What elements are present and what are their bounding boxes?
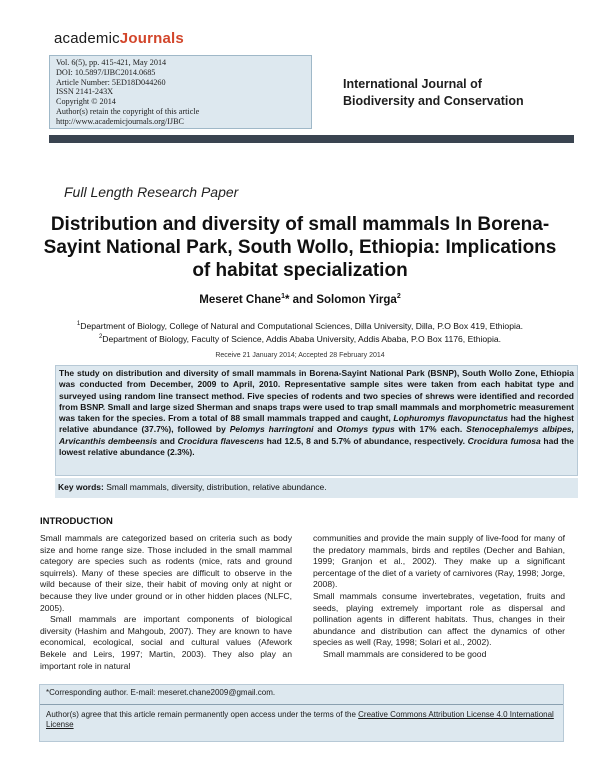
author-affil-sup: 2 bbox=[396, 293, 401, 300]
affil-number: 1 bbox=[76, 321, 81, 327]
meta-doi: DOI: 10.5897/IJBC2014.0685 bbox=[56, 67, 156, 77]
publisher-logo bbox=[54, 30, 184, 47]
affil-number: 2 bbox=[98, 334, 103, 341]
affil-text: Department of Biology, Faculty of Science, Addis Ababa University, Addis Ababa, P.O Box 1176, Ethiopia. bbox=[102, 334, 502, 345]
species-name: Otomys typus bbox=[336, 424, 395, 435]
license-note bbox=[46, 710, 557, 731]
species-name: Crocidura fumosa bbox=[467, 435, 541, 446]
affil-text: Department of Biology, College of Natural and Computational Sciences, Dilla University, Dilla, P.O Box 419, Ethiopia. bbox=[80, 320, 524, 331]
meta-url[interactable]: http://www.academicjournals.org/IJBC bbox=[56, 116, 185, 126]
abstract-text: The study on distribution and diversity of small mammals in Borena-Sayint National Park (BSNP), South Wollo Zone, Ethiopia was conducted from December, 2009 to April, 2010. Representative sample sites were taken from each habitat type and surveyed using random line transect method. Five species of rodents and two species of shrews were identified and recorded from BSNP. Small and large sized Sherman and snaps traps were used to trap small mammals and morphometric measurement was taken for the species. From a total of 88 small mammals trapped and caught, bbox=[59, 368, 574, 424]
author-affil-sup: 1 bbox=[281, 293, 285, 300]
abstract-text: had the highest relative abundance (37.7%), followed by bbox=[59, 413, 574, 435]
paragraph: Small mammals are important components of biological diversity (Hashim and Mahgoub, 2007). They are known to have economical, ecological, social and cultural values (Afework Bekele and Leirs, 1997; Martin, 2003). They also play an important role in natural bbox=[40, 614, 292, 671]
keywords-label: Key words: bbox=[58, 482, 104, 492]
abstract-text: had 12.5, 8 and 5.7% of abundance, respectively. bbox=[263, 435, 468, 446]
author-name: Meseret Chane bbox=[199, 293, 282, 306]
affiliation-2 bbox=[40, 332, 560, 345]
meta-rights: Author(s) retain the copyright of this article bbox=[56, 106, 200, 116]
header-divider bbox=[49, 135, 574, 143]
license-text: Author(s) agree that this article remain permanently open access under the terms of the bbox=[46, 709, 359, 719]
logo-text-journals: Journals bbox=[119, 30, 184, 47]
logo-text-academic: academic bbox=[54, 30, 120, 47]
meta-volume: Vol. 6(5), pp. 415-421, May 2014 bbox=[56, 58, 167, 67]
article-type: Full Length Research Paper bbox=[64, 184, 239, 200]
affiliation-1 bbox=[40, 319, 560, 332]
abstract-text: and bbox=[313, 424, 337, 435]
species-name: Stenocephalemys albipes, Arvicanthis dembeensis bbox=[59, 424, 575, 446]
corresponding-author-note: *Corresponding author. E-mail: meseret.chane2009@gmail.com. bbox=[46, 688, 276, 697]
paragraph: communities and provide the main supply of live-food for many of the predatory mammals, birds and reptiles (Decher and Bahian, 1999; Granjon et al., 2002). They make up a significant percentage of the diet of a variety of carnivores (Ray, 1998; Jorge, 2008). bbox=[313, 533, 565, 590]
article-metadata-box bbox=[49, 55, 312, 129]
author-name: Solomon Yirga bbox=[316, 293, 397, 306]
author-conjunction: and bbox=[289, 293, 317, 306]
paragraph: Small mammals are categorized based on criteria such as body size and home range size. Those included in the small mammal category are species such as rodents (mice, rats and ground squirrels). Many of these species are difficult to observe in the wild because of their size, their habit of moving only at night or because they live under ground or in other hidden places (NLFC, 2005). bbox=[40, 533, 292, 613]
affiliations bbox=[40, 319, 560, 346]
abstract-box bbox=[55, 365, 578, 476]
section-heading-introduction: INTRODUCTION bbox=[40, 516, 113, 527]
received-dates: Receive 21 January 2014; Accepted 28 February 2014 bbox=[215, 352, 385, 359]
journal-name: International Journal of Biodiversity and Conservation bbox=[343, 77, 524, 108]
license-link[interactable]: Creative Commons Attribution License 4.0 International License bbox=[46, 709, 554, 729]
paper-title: Distribution and diversity of small mammals In Borena-Sayint National Park, South Wollo, Ethiopia: Implications of habitat specialization bbox=[43, 214, 557, 281]
species-name: Lophuromys flavopunctatus bbox=[393, 413, 508, 424]
abstract-text: with 17% each. bbox=[394, 424, 467, 435]
keywords-box bbox=[55, 478, 578, 498]
footnote-divider bbox=[40, 704, 563, 705]
abstract-text: and bbox=[157, 435, 178, 446]
body-column-right bbox=[313, 533, 565, 661]
footnote-box bbox=[39, 684, 564, 742]
abstract-text: had the lowest relative abundance (2.3%). bbox=[59, 435, 574, 458]
species-name: Pelomys harringtoni bbox=[229, 424, 314, 435]
meta-copyright: Copyright © 2014 bbox=[56, 97, 116, 107]
keywords-text: Small mammals, diversity, distribution, relative abundance. bbox=[103, 482, 327, 492]
author-list bbox=[0, 293, 600, 306]
meta-issn: ISSN 2141-243X bbox=[56, 87, 114, 97]
meta-article-number: Article Number: 5ED18D044260 bbox=[56, 77, 166, 87]
corresponding-star: * bbox=[284, 293, 290, 306]
body-column-left bbox=[40, 533, 292, 672]
species-name: Crocidura flavescens bbox=[177, 435, 264, 446]
paragraph: Small mammals are considered to be good bbox=[323, 648, 487, 659]
paragraph: Small mammals consume invertebrates, vegetation, fruits and seeds, playing extremely important role as dispersal and pollination agents in different habitats. Thus, changes in their abundance and distribution can affect the dynamics of other species as well (Ray, 1998; Solari et al., 2002). bbox=[313, 590, 565, 648]
